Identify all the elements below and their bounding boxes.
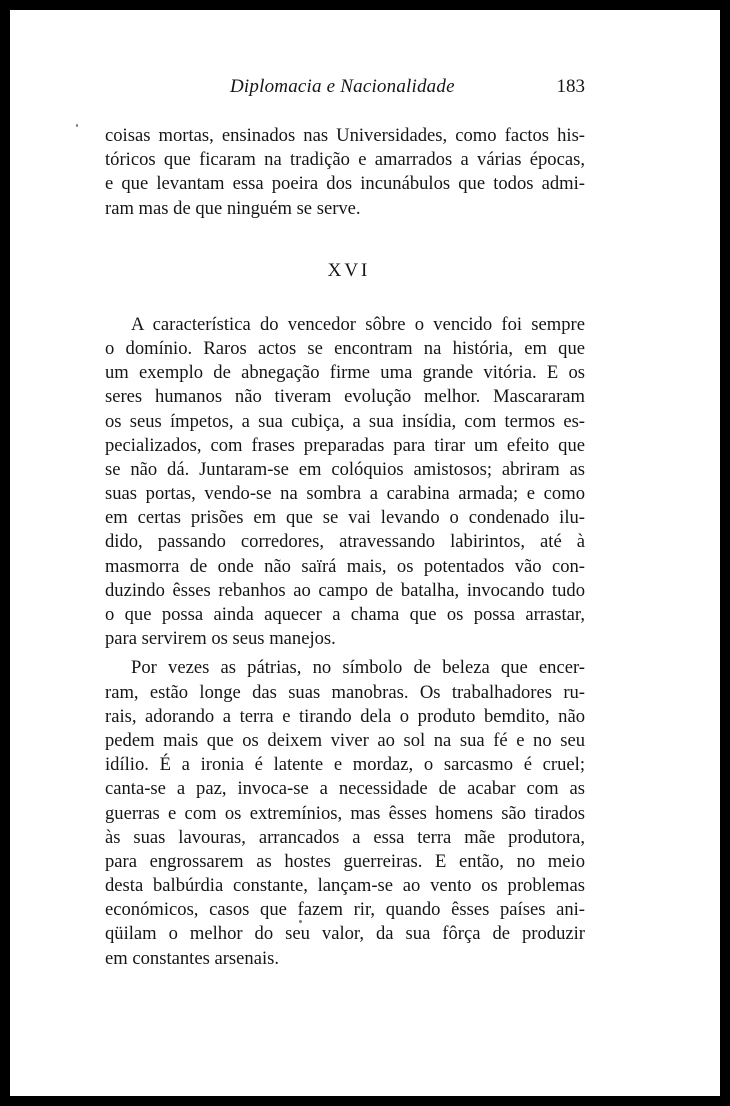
text-line: em certas prisões em que se vai levando o condenado ilu-: [105, 507, 585, 529]
text-line: dido, passando corredores, atravessando labirintos, até à: [105, 531, 585, 553]
text-line: A característica do vencedor sôbre o vencido foi sempre: [131, 313, 585, 335]
text-line: Por vezes as pátrias, no símbolo de beleza que encer-: [131, 657, 585, 679]
ink-speck: [299, 920, 302, 923]
text-line: o domínio. Raros actos se encontram na história, em que: [105, 337, 585, 359]
text-line: ram mas de que ninguém se serve.: [105, 197, 361, 219]
book-page: [10, 10, 720, 1096]
section-heading: XVI: [327, 259, 371, 281]
text-line: canta-se a paz, invoca-se a necessidade de acabar com as: [105, 778, 585, 800]
text-line: pecializados, com frases preparadas para tirar um efeito que: [105, 434, 585, 456]
text-line: suas portas, vendo-se na sombra a carabina armada; e como: [105, 483, 585, 505]
text-line: desta balbúrdia constante, lançam-se ao vento os problemas: [105, 875, 585, 897]
ink-speck: [76, 124, 78, 127]
text-line: qüilam o melhor do seu valor, da sua fôrça de produzir: [105, 923, 585, 945]
text-line: rais, adorando a terra e tirando dela o produto bemdito, não: [105, 705, 585, 727]
text-line: o que possa ainda aquecer a chama que os possa arrastar,: [105, 604, 585, 625]
text-line: masmorra de onde não saïrá mais, os potentados vão con-: [105, 555, 585, 577]
text-line: pedem mais que os deixem viver ao sol na sua fé e no seu: [105, 729, 585, 751]
opening-paragraph: [105, 124, 585, 221]
text-line: duzindo êsses rebanhos ao campo de batalha, invocando tudo: [105, 579, 585, 601]
paragraph: [105, 313, 585, 652]
text-line: às suas lavouras, arrancados a essa terra mãe produtora,: [105, 826, 585, 848]
text-line: idílio. É a ironia é latente e mordaz, o sarcasmo é cruel;: [105, 754, 585, 776]
text-line: em constantes arsenais.: [105, 947, 279, 969]
text-line: coisas mortas, ensinados nas Universidades, como factos his-: [105, 125, 585, 146]
text-line: ram, estão longe das suas manobras. Os trabalhadores ru-: [105, 681, 585, 703]
text-line: para servirem os seus manejos.: [105, 628, 336, 650]
body-text: [105, 124, 585, 971]
running-title: Diplomacia e Nacionalidade: [230, 76, 455, 97]
page-number: 183: [556, 76, 585, 97]
text-line: económicos, casos que fazem rir, quando êsses países ani-: [105, 899, 585, 921]
running-head: [10, 76, 720, 104]
text-line: tóricos que ficaram na tradição e amarrados a várias épocas,: [105, 149, 585, 171]
paragraph: [105, 656, 585, 970]
text-line: se não dá. Juntaram-se em colóquios amistosos; abriram as: [105, 458, 585, 480]
text-line: um exemplo de abnegação firme uma grande vitória. E os: [105, 362, 585, 384]
text-line: seres humanos não tiveram evolução melhor. Mascararam: [105, 386, 585, 408]
text-line: e que levantam essa poeira dos incunábulos que todos admi-: [105, 173, 585, 195]
text-line: para engrossarem as hostes guerreiras. E então, no meio: [105, 850, 585, 872]
text-line: guerras e com os extremínios, mas êsses homens são tirados: [105, 802, 585, 824]
text-line: os seus ímpetos, a sua cubiça, a sua insídia, com termos es-: [105, 410, 585, 432]
